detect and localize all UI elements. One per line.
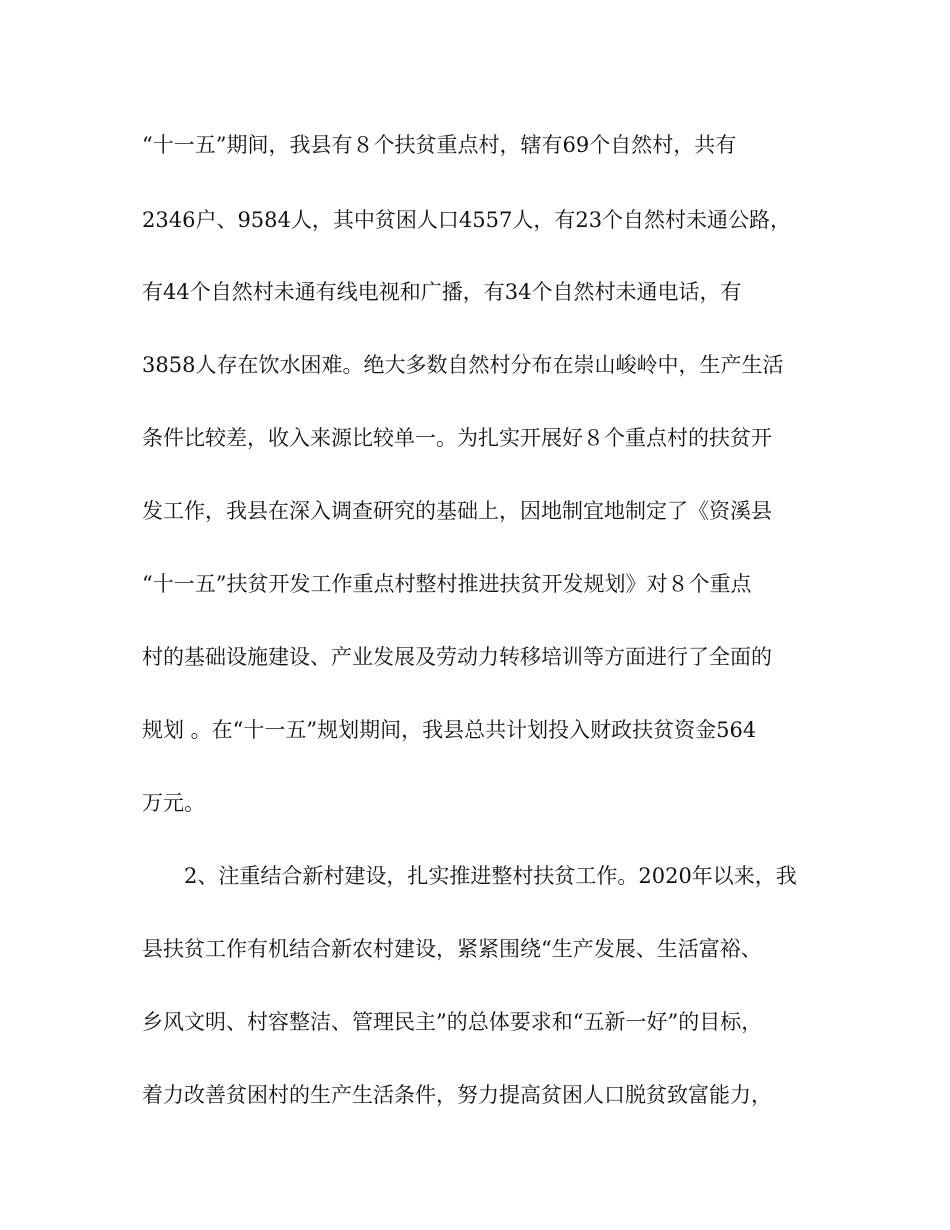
text-line: 条件比较差，收入来源比较单一。为扎实开展好８个重点村的扶贫开	[142, 426, 772, 450]
text-line: 万元。	[142, 791, 205, 815]
text-line: 2346户、9584人，其中贫困人口4557人，有23个自然村未通公路，	[142, 208, 792, 232]
text-line: 规划 。在“十一五”规划期间，我县总共计划投入财政扶贫资金564	[142, 718, 757, 742]
text-line: 村的基础设施建设、产业发展及劳动力转移培训等方面进行了全面的	[142, 645, 772, 669]
text-line: “十一五”扶贫开发工作重点村整村推进扶贫开发规划》对８个重点	[142, 572, 752, 596]
text-line: 3858人存在饮水困难。绝大多数自然村分布在崇山峻岭中，生产生活	[142, 353, 784, 377]
text-line: “十一五”期间，我县有８个扶贫重点村，辖有69个自然村，共有	[142, 133, 737, 157]
paragraph-first-line: 2、注重结合新村建设，扎实推进整村扶贫工作。2020年以来，我	[184, 864, 797, 888]
text-line: 县扶贫工作有机结合新农村建设，紧紧围绕“生产发展、生活富裕、	[142, 937, 762, 961]
text-line: 发工作，我县在深入调查研究的基础上，因地制宜地制定了《资溪县	[142, 499, 772, 523]
text-line: 有44个自然村未通有线电视和广播，有34个自然村未通电话，有	[142, 280, 742, 304]
text-line: 着力改善贫困村的生产生活条件，努力提高贫困人口脱贫致富能力，	[142, 1083, 772, 1107]
text-line: 乡风文明、村容整洁、管理民主”的总体要求和“五新一好”的目标，	[142, 1010, 763, 1034]
